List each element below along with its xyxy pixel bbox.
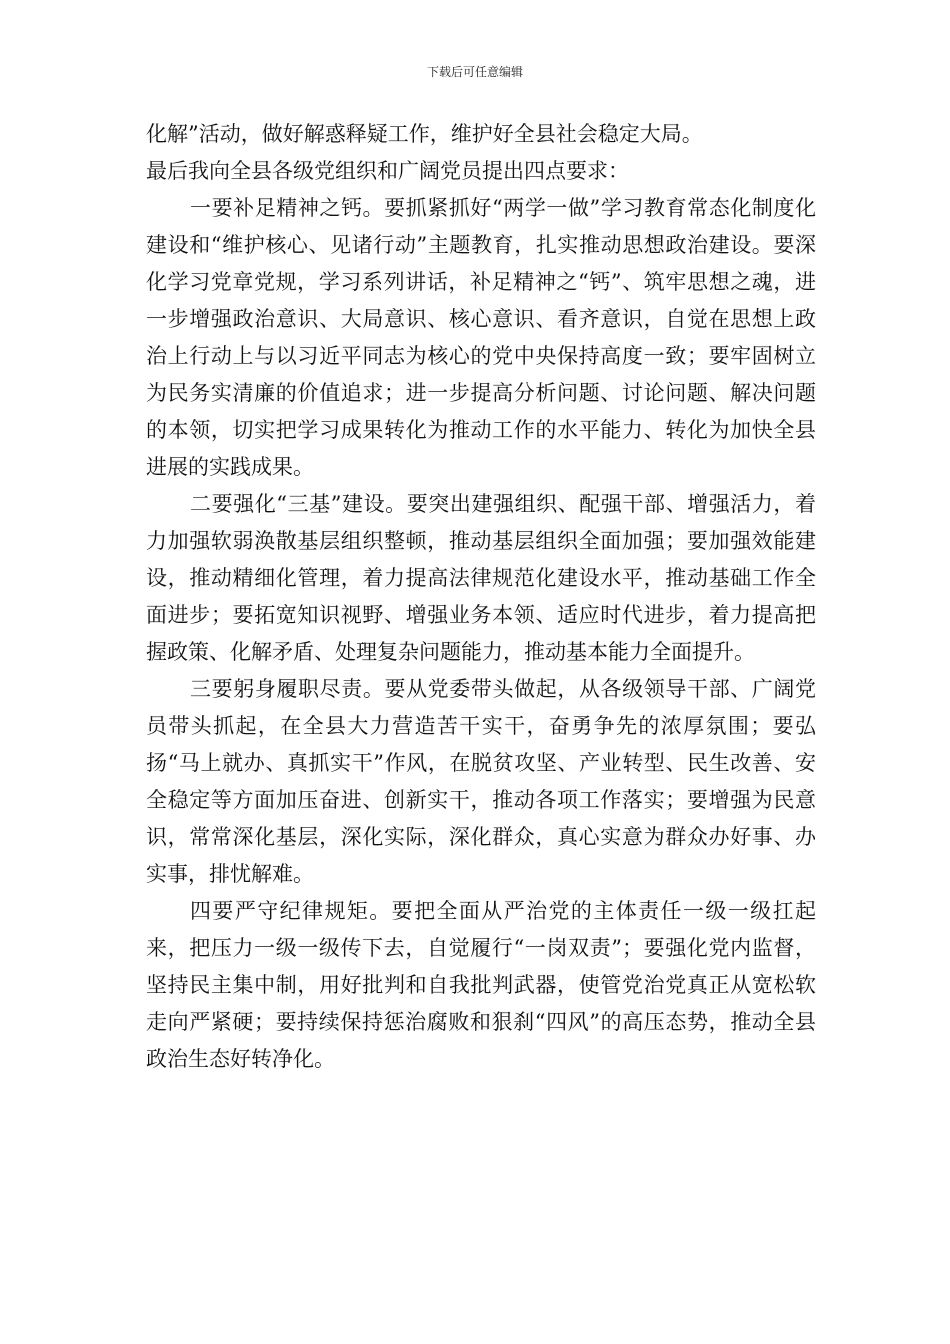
paragraph-6: 四要严守纪律规矩。要把全面从严治党的主体责任一级一级扛起来，把压力一级一级传下去，自觉履行“一岗双责”；要强化党内监督，坚持民主集中制，用好批判和自我批判武器，使管党治党真正从宽松软走向严紧硬；要持续保持惩治腐败和狠刹“四风”的高压态势，推动全县政治生态好转净化。 — [146, 899, 816, 1071]
page-header: 下载后可任意编辑 — [426, 65, 523, 79]
paragraph-2: 最后我向全县各级党组织和广阔党员提出四点要求： — [146, 159, 629, 183]
document-body — [146, 116, 816, 1078]
paragraph-5: 三要躬身履职尽责。要从党委带头做起，从各级领导干部、广阔党员带头抓起，在全县大力营造苦干实干，奋勇争先的浓厚氛围；要弘扬“马上就办、真抓实干”作风，在脱贫攻坚、产业转型、民生改善、安全稳定等方面加压奋进、创新实干，推动各项工作落实；要增强为民意识，常常深化基层，深化实际，深化群众，真心实意为群众办好事、办实事，排忧解难。 — [146, 677, 816, 886]
paragraph-1: 化解”活动，做好解惑释疑工作，维护好全县社会稳定大局。 — [146, 122, 703, 146]
paragraph-3: 一要补足精神之钙。要抓紧抓好“两学一做”学习教育常态化制度化建设和“维护核心、见诸行动”主题教育，扎实推动思想政治建设。要深化学习党章党规，学习系列讲话，补足精神之“钙”、筑牢思想之魂，进一步增强政治意识、大局意识、核心意识、看齐意识，自觉在思想上政治上行动上与以习近平同志为核心的党中央保持高度一致；要牢固树立为民务实清廉的价值追求；进一步提高分析问题、讨论问题、解决问题的本领，切实把学习成果转化为推动工作的水平能力、转化为加快全县进展的实践成果。 — [146, 196, 816, 479]
paragraph-4: 二要强化“三基”建设。要突出建强组织、配强干部、增强活力，着力加强软弱涣散基层组织整顿，推动基层组织全面加强；要加强效能建设，推动精细化管理，着力提高法律规范化建设水平，推动基础工作全面进步；要拓宽知识视野、增强业务本领、适应时代进步，着力提高把握政策、化解矛盾、处理复杂问题能力，推动基本能力全面提升。 — [146, 492, 816, 664]
